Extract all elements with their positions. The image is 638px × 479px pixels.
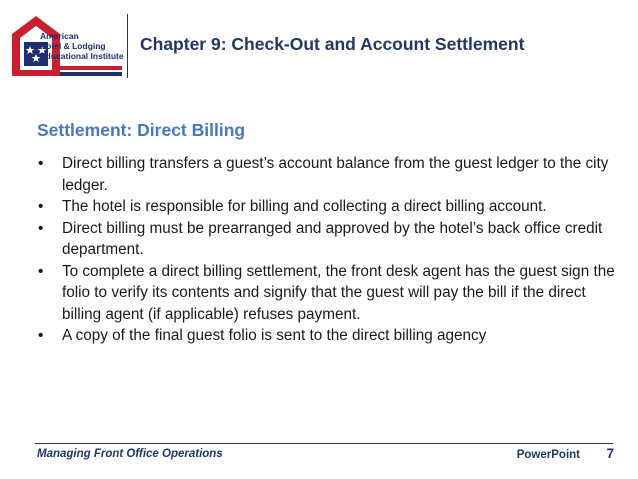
bullet-item bbox=[38, 261, 618, 326]
bullet-dot-icon: • bbox=[38, 262, 44, 280]
bullet-item bbox=[38, 153, 618, 196]
footer-divider bbox=[35, 443, 613, 444]
header-divider bbox=[127, 14, 128, 78]
bullet-item bbox=[38, 196, 618, 218]
bullet-dot-icon: • bbox=[38, 155, 44, 172]
bullet-dot-icon: • bbox=[38, 327, 44, 344]
slide-title: Chapter 9: Check-Out and Account Settlement bbox=[140, 34, 525, 54]
bullet-item bbox=[38, 325, 618, 347]
logo-text bbox=[40, 31, 124, 61]
bullet-dot-icon: • bbox=[38, 198, 44, 215]
bullet-dot-icon: • bbox=[38, 219, 44, 237]
bullet-text: Direct billing transfers a guest’s account balance from the guest ledger to the city ledger. bbox=[62, 155, 609, 194]
bullet-text: To complete a direct billing settlement, the front desk agent has the guest sign the folio to verify its contents and signify that the guest will pay the bill if the direct billing agent (if applicable) refuses payment. bbox=[62, 262, 615, 323]
logo-line-3: Educational Institute bbox=[40, 51, 124, 61]
footer-label: PowerPoint bbox=[516, 449, 580, 461]
bullet-text: Direct billing must be prearranged and approved by the hotel’s back office credit department. bbox=[62, 219, 603, 258]
logo-line-2: Hotel & Lodging bbox=[40, 41, 106, 51]
bullet-item bbox=[38, 218, 618, 261]
bullet-list bbox=[38, 153, 618, 347]
bullet-text: The hotel is responsible for billing and collecting a direct billing account. bbox=[62, 198, 547, 215]
page-number: 7 bbox=[606, 446, 614, 461]
footer-course-title: Managing Front Office Operations bbox=[37, 448, 223, 460]
bullet-text: A copy of the final guest folio is sent to the direct billing agency bbox=[62, 327, 487, 344]
logo-line-1: American bbox=[40, 31, 79, 41]
section-heading: Settlement: Direct Billing bbox=[37, 120, 246, 140]
